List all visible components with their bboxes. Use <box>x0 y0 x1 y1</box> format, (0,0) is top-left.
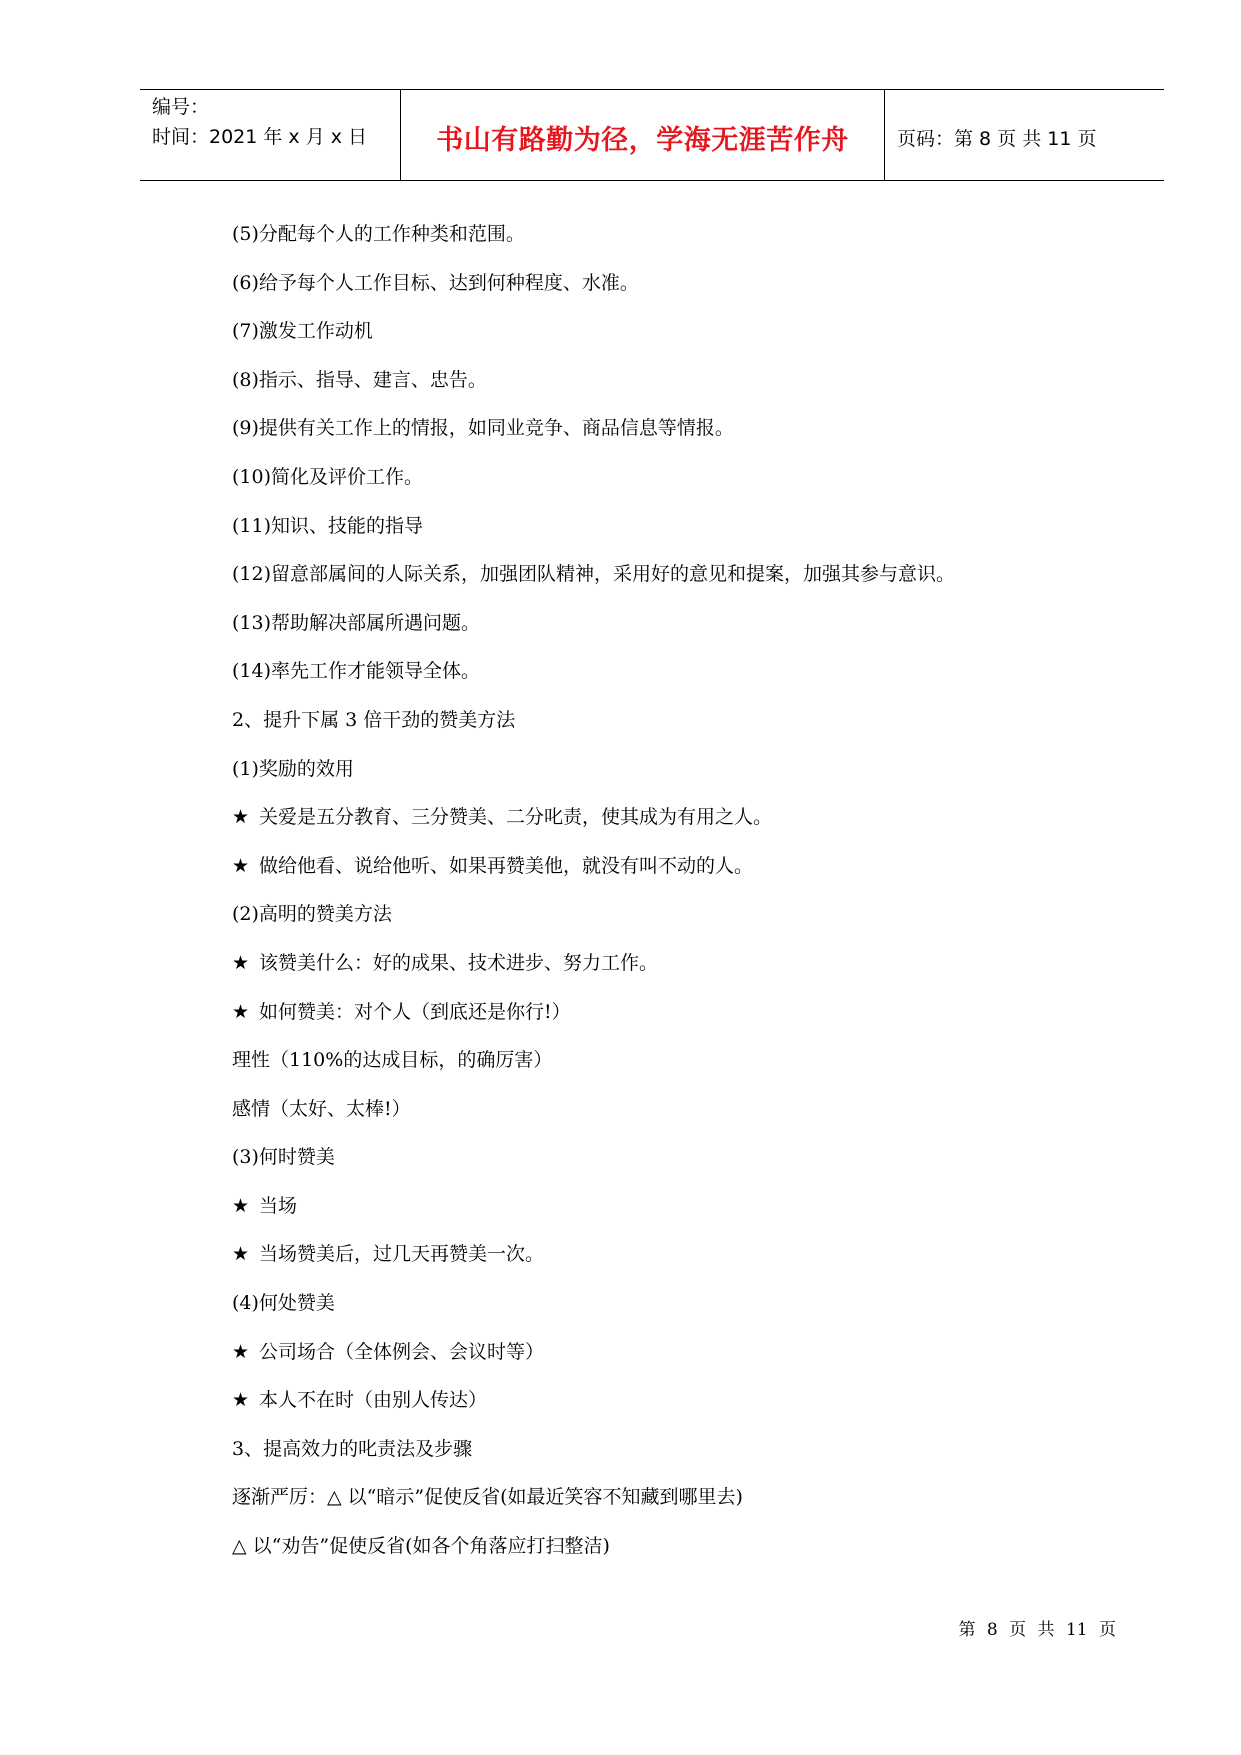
text-line <box>232 404 1132 453</box>
line-text: (4)何处赞美 <box>232 1292 335 1315</box>
text-line <box>232 745 1132 794</box>
text-line <box>232 1328 1132 1377</box>
line-text: (3)何时赞美 <box>232 1146 335 1169</box>
text-line <box>232 1230 1132 1279</box>
text-line <box>232 1473 1132 1522</box>
line-text: 当场赞美后，过几天再赞美一次。 <box>259 1243 545 1266</box>
line-text: (11)知识、技能的指导 <box>232 514 424 537</box>
text-line <box>232 647 1132 696</box>
text-line <box>232 1279 1132 1328</box>
line-text: 2、提升下属 3 倍干劲的赞美方法 <box>232 708 516 731</box>
line-text: (6)给予每个人工作目标、达到何种程度、水准。 <box>232 271 639 294</box>
text-line <box>232 1182 1132 1231</box>
star-icon: ★ <box>232 1000 250 1023</box>
line-text: (9)提供有关工作上的情报，如同业竞争、商品信息等情报。 <box>232 417 734 440</box>
text-line <box>232 210 1132 259</box>
text-line <box>232 307 1132 356</box>
document-date: 时间：2021 年 x 月 x 日 <box>152 126 368 148</box>
line-text: (2)高明的赞美方法 <box>232 903 392 926</box>
line-text: (5)分配每个人的工作种类和范围。 <box>232 223 525 245</box>
star-icon: ★ <box>232 1243 250 1266</box>
line-text: 3、提高效力的叱责法及步骤 <box>232 1437 473 1460</box>
line-text: 该赞美什么：好的成果、技术进步、努力工作。 <box>259 951 659 974</box>
line-text: 逐渐严厉：△ 以“暗示”促使反省(如最近笑容不知藏到哪里去) <box>232 1486 743 1509</box>
line-text: (10)简化及评价工作。 <box>232 465 424 488</box>
line-text: (1)奖励的效用 <box>232 757 354 780</box>
line-text: (14)率先工作才能领导全体。 <box>232 660 481 683</box>
header-motto: 书山有路勤为径，学海无涯苦作舟 <box>401 90 885 180</box>
page-footer: 第 8 页 共 11 页 <box>958 1620 1116 1640</box>
document-body <box>232 210 1132 1571</box>
text-line <box>232 939 1132 988</box>
text-line <box>232 1036 1132 1085</box>
text-line <box>232 1085 1132 1134</box>
line-text: 理性（110%的达成目标，的确厉害） <box>232 1049 553 1072</box>
text-line <box>232 599 1132 648</box>
text-line <box>232 453 1132 502</box>
line-text: (7)激发工作动机 <box>232 320 373 343</box>
document-number-label: 编号： <box>152 96 210 118</box>
text-line <box>232 502 1132 551</box>
line-text: (13)帮助解决部属所遇问题。 <box>232 611 481 634</box>
text-line <box>232 793 1132 842</box>
text-line <box>232 1376 1132 1425</box>
text-line <box>232 842 1132 891</box>
star-icon: ★ <box>232 1194 250 1217</box>
star-icon: ★ <box>232 1340 250 1363</box>
star-icon: ★ <box>232 854 250 877</box>
text-line <box>232 550 1132 599</box>
line-text: 感情（太好、太棒!） <box>232 1097 411 1120</box>
text-line <box>232 890 1132 939</box>
line-text: 当场 <box>259 1194 298 1217</box>
line-text: 本人不在时（由别人传达） <box>259 1389 488 1412</box>
line-text: 公司场合（全体例会、会议时等） <box>259 1340 545 1363</box>
star-icon: ★ <box>232 951 250 974</box>
page-header <box>140 89 1164 181</box>
line-text: 如何赞美：对个人（到底还是你行!） <box>259 1000 571 1023</box>
text-line <box>232 1133 1132 1182</box>
text-line <box>232 1425 1132 1474</box>
line-text: (8)指示、指导、建言、忠告。 <box>232 368 487 391</box>
header-page-code: 页码：第 8 页 共 11 页 <box>897 127 1097 150</box>
text-line <box>232 259 1132 308</box>
text-line <box>232 988 1132 1037</box>
header-meta <box>140 90 401 180</box>
text-line <box>232 356 1132 405</box>
star-icon: ★ <box>232 1389 250 1412</box>
line-text: △ 以“劝告”促使反省(如各个角落应打扫整洁) <box>232 1535 610 1558</box>
text-line <box>232 1522 1132 1571</box>
line-text: (12)留意部属间的人际关系，加强团队精神，采用好的意见和提案，加强其参与意识。 <box>232 563 956 586</box>
text-line <box>232 696 1132 745</box>
line-text: 关爱是五分教育、三分赞美、二分叱责，使其成为有用之人。 <box>259 806 773 829</box>
star-icon: ★ <box>232 806 250 829</box>
line-text: 做给他看、说给他听、如果再赞美他，就没有叫不动的人。 <box>259 854 754 877</box>
